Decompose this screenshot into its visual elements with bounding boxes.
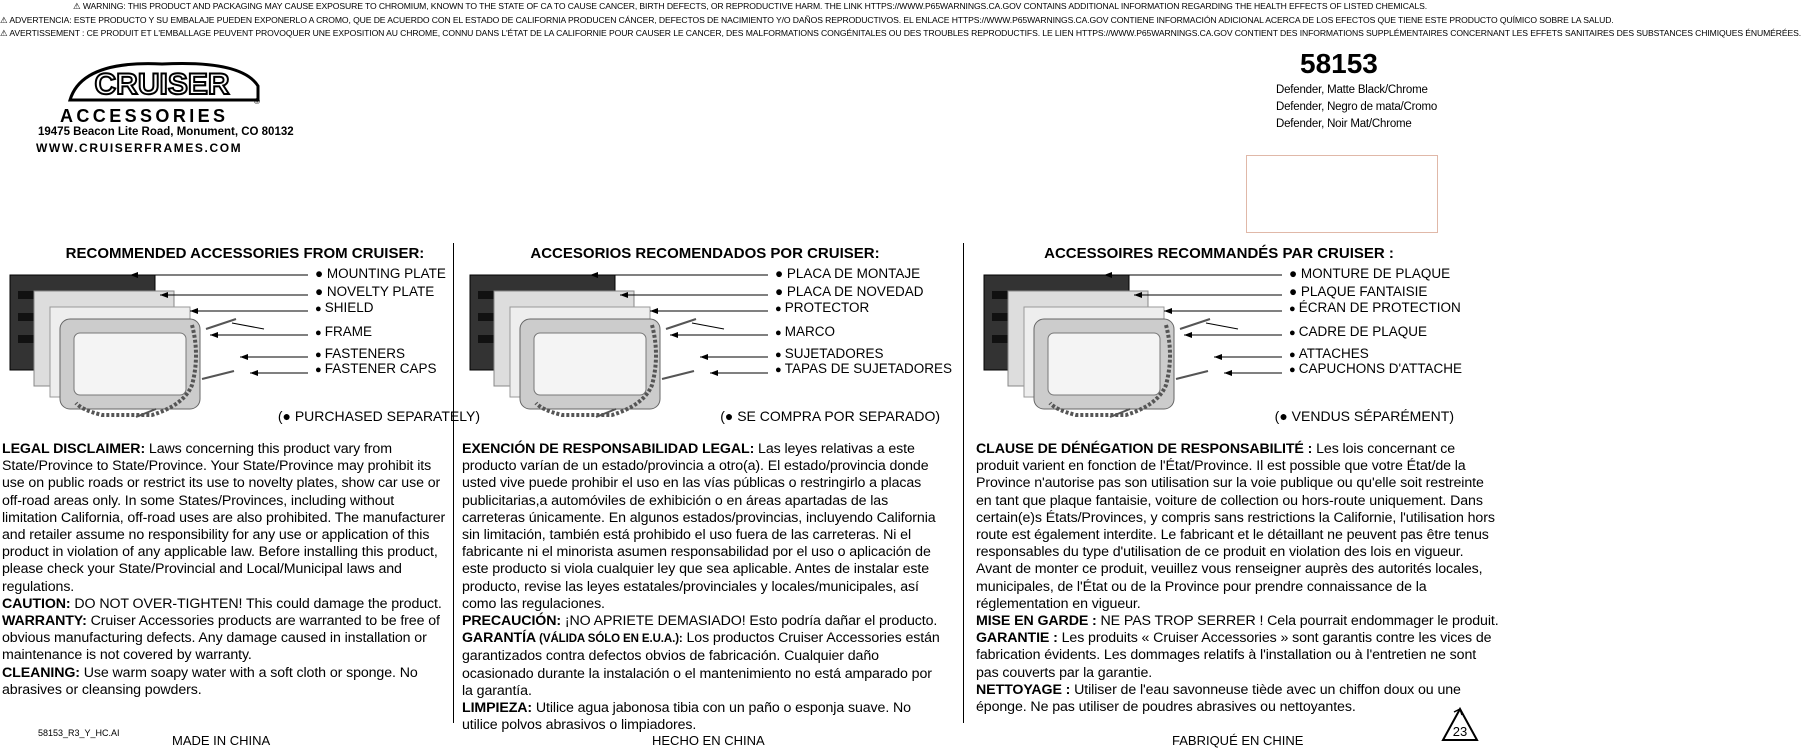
part-label: ● CADRE DE PLAQUE [1289,324,1427,339]
warranty-body: Les produits « Cruiser Accessories » sont garantis contre les vices de fabrication évidents. Les dommages relatifs à l'installation ou à l'entretien ne sont pas couverts par la garantie. [976,630,1492,681]
legal-body: Laws concerning this product vary from State/Province to State/Province. Your State/Province may prohibit its use on public roads or restrict its use to novelty plates, show car use or off-road areas only. In some States/Provinces, including without limitation California, off-road uses are also prohibited. The manufacturer and retailer assume no responsibility for any use or application of this product in violation of any applicable law. Before installing this product, please check your State/Provincial and Local/Municipal laws and regulations. [2,441,446,595]
warning-fr: ⚠ AVERTISSEMENT : CE PRODUIT ET L'EMBALLAGE PEUVENT PROVOQUER UNE EXPOSITION AU CHROME, CONNU DANS L'ÉTAT DE LA CALIFORNIE POUR CAUSER LE CANCER, DES MALFORMATIONS CONGÉNITALES OU DES TROUBLES REPRODUCTIFS. LE LIEN HTTPS://WWW.P65WARNINGS.CA.GOV CONTIENT DES INFORMATIONS SUPPLÉMENTAIRES CONCERNANT LES EFFETS SANITAIRES DES SUBSTANCES CHIMIQUES ÉNUMÉRÉES. [0,28,1801,38]
product-desc-en: Defender, Matte Black/Chrome [1276,84,1428,96]
part-label: ● PLACA DE MONTAJE [775,266,921,281]
caution-body: DO NOT OVER-TIGHTEN! This could damage the product. [70,595,442,612]
warning-en: ⚠ WARNING: THIS PRODUCT AND PACKAGING MAY CAUSE EXPOSURE TO CHROMIUM, KNOWN TO THE STATE OF CA TO CAUSE CANCER, BIRTH DEFECTS, OR REPRODUCTIVE HARM. THE LINK HTTPS://WWW.P65WARNINGS.CA.GOV CONTAINS ADDITIONAL INFORMATION REGARDING THE HEALTH EFFECTS OF LISTED CHEMICALS. [72,1,1428,11]
recycle-icon [1440,706,1480,744]
caution-heading: PRECAUCIÓN: [462,613,562,630]
logo-wordmark: CRUISER [94,68,230,101]
part-label: ● CAPUCHONS D'ATTACHE [1289,361,1463,376]
purchased-note: (● VENDUS SÉPARÉMENT) [1274,408,1454,424]
cleaning-body: Utilice agua jabonosa tibia con un paño o esponja suave. No utilice polvos abrasivos o limpiadores. [462,700,911,734]
legal-heading: LEGAL DISCLAIMER: [2,441,146,457]
part-label: ● MARCO [775,324,835,339]
blank-label-box [1246,155,1438,233]
accessories-title: ACCESSOIRES RECOMMANDÉS PAR CRUISER : [1044,245,1394,262]
warranty-heading: GARANTIE : [976,630,1058,647]
part-label: ● SUJETADORES [775,346,884,361]
brand-sub: ACCESSORIES [60,106,229,126]
part-label: ● MONTURE DE PLAQUE [1289,266,1451,281]
purchased-note: (● SE COMPRA POR SEPARADO) [720,408,940,424]
cleaning-heading: CLEANING: [2,664,80,681]
made-in-fr: FABRIQUÉ EN CHINE [1172,733,1304,748]
caution-heading: CAUTION: [2,595,71,612]
column-divider [453,243,454,723]
product-desc-es: Defender, Negro de mata/Cromo [1276,101,1438,113]
legal-heading: EXENCIÓN DE RESPONSABILIDAD LEGAL: [462,441,755,457]
svg-text:®: ® [254,97,260,106]
caution-body: NE PAS TROP SERRER ! Cela pourrait endommager le produit. [1096,613,1499,630]
legal-text [976,441,1500,716]
made-in-en: MADE IN CHINA [172,733,271,748]
cleaning-heading: LIMPIEZA: [462,700,533,717]
warranty-heading: GARANTÍA [462,630,537,647]
callout-arrows [130,269,310,379]
legal-text [2,441,447,699]
legal-body: Las leyes relativas a este producto varían de un estado/provincia a otro(a). El estado/provincia donde usted vive puede prohibir el uso en las vías públicas o restringirlo a placas publicitarias,a automóviles de exhibición o en áreas apartadas de las carreteras únicamente. En algunos estados/provincias, incluyendo California sin limitación, también está prohibido el uso fuera de las carreteras. Ni el fabricante ni el minorista asumen responsabilidad por el uso o aplicación de este producto si viola cualquier ley que sea aplicable. Antes de instalar este producto, revise las leyes estatales/provinciales y locales/municipales, así como las regulaciones. [462,441,936,612]
callout-arrows [1104,269,1284,379]
part-label: ● SHIELD [315,300,374,315]
part-label: ● MOUNTING PLATE [315,266,446,281]
made-in-es: HECHO EN CHINA [652,733,765,748]
cleaning-body: Utiliser de l'eau savonneuse tiède avec un chiffon doux ou une éponge. Ne pas utiliser de poudres abrasives ou nettoyantes. [976,681,1461,716]
part-label: ● FASTENERS [315,346,405,361]
brand-url: WWW.CRUISERFRAMES.COM [36,141,243,155]
cruiser-logo-mark [62,56,262,106]
callout-arrows [590,269,770,379]
purchased-note: (● PURCHASED SEPARATELY) [277,408,480,424]
warranty-heading: WARRANTY: [2,613,87,630]
brand-address: 19475 Beacon Lite Road, Monument, CO 80132 [38,126,294,138]
product-number: 58153 [1300,48,1378,79]
part-label: ● ÉCRAN DE PROTECTION [1289,300,1461,315]
part-label: ● PROTECTOR [775,300,870,315]
part-label: ● NOVELTY PLATE [315,284,435,299]
column-divider [963,243,964,723]
legal-body: Les lois concernant ce produit varient en fonction de l'État/Province. Il est possible que votre État/de la Province n'autorise pas son utilisation sur la voie publique ou qu'elle soit restreinte en tant que plaque fantaisie, voiture de collection ou hors-route uniquement. Dans certain(e)s États/Provinces, y compris sans restrictions la Californie, l'utilisation hors route est également interdite. Le fabricant et le détaillant ne peuvent pas être tenus responsables du type d'utilisation de ce produit en violation des lois en vigueur. Avant de monter ce produit, veuillez vous renseigner auprès des autorités locales, municipales, de l'État ou de la Province pour prendre connaissance de la réglementation en vigueur. [976,441,1495,612]
cleaning-heading: NETTOYAGE : [976,681,1071,698]
part-label: ● FRAME [315,324,372,339]
caution-heading: MISE EN GARDE : [976,613,1097,630]
legal-heading: CLAUSE DE DÉNÉGATION DE RESPONSABILITÉ : [976,441,1313,457]
part-label: ● FASTENER CAPS [315,361,437,376]
part-label: ● ATTACHES [1289,346,1369,361]
warranty-body: Cruiser Accessories products are warranted to be free of obvious manufacturing defects. Any damage caused in installation or maintenance is not covered by warranty. [2,613,440,664]
part-label: ● PLAQUE FANTAISIE [1289,284,1428,299]
warranty-body: Los productos Cruiser Accessories están garantizados contra defectos obvios de fabricación. Cualquier daño ocasionado durante la instalación o el mantenimiento no está amparado por la garantía. [462,630,940,699]
legal-text [462,441,944,734]
part-label: ● PLACA DE NOVEDAD [775,284,924,299]
part-label: ● TAPAS DE SUJETADORES [775,361,952,376]
accessories-title: RECOMMENDED ACCESSORIES FROM CRUISER: [65,245,425,262]
warning-es: ⚠ ADVERTENCIA: ESTE PRODUCTO Y SU EMBALAJE PUEDEN EXPONERLO A CROMO, QUE DE ACUERDO CON EL ESTADO DE CALIFORNIA PRODUCEN CÁNCER, DEFECTOS DE NACIMIENTO Y/O DAÑOS REPRODUCTIVOS. EL ENLACE HTTPS://WWW.P65WARNINGS.CA.GOV CONTIENE INFORMACIÓN ADICIONAL ACERCA DE LOS EFECTOS QUE TIENE ESTE PRODUCTO QUÍMICO SOBRE LA SALUD. [0,15,1614,25]
accessories-title: ACCESORIOS RECOMENDADOS POR CRUISER: [530,245,880,262]
recycle-code: 23 [1452,724,1468,739]
product-desc-fr: Defender, Noir Mat/Chrome [1276,118,1412,130]
file-code: 58153_R3_Y_HC.AI [38,728,120,738]
cleaning-body: Use warm soapy water with a soft cloth or sponge. No abrasives or cleansing powders. [2,664,418,698]
warranty-sub: (VÁLIDA SÓLO EN E.U.A.): [536,633,683,646]
caution-body: ¡NO APRIETE DEMASIADO! Esto podría dañar el producto. [561,613,938,630]
